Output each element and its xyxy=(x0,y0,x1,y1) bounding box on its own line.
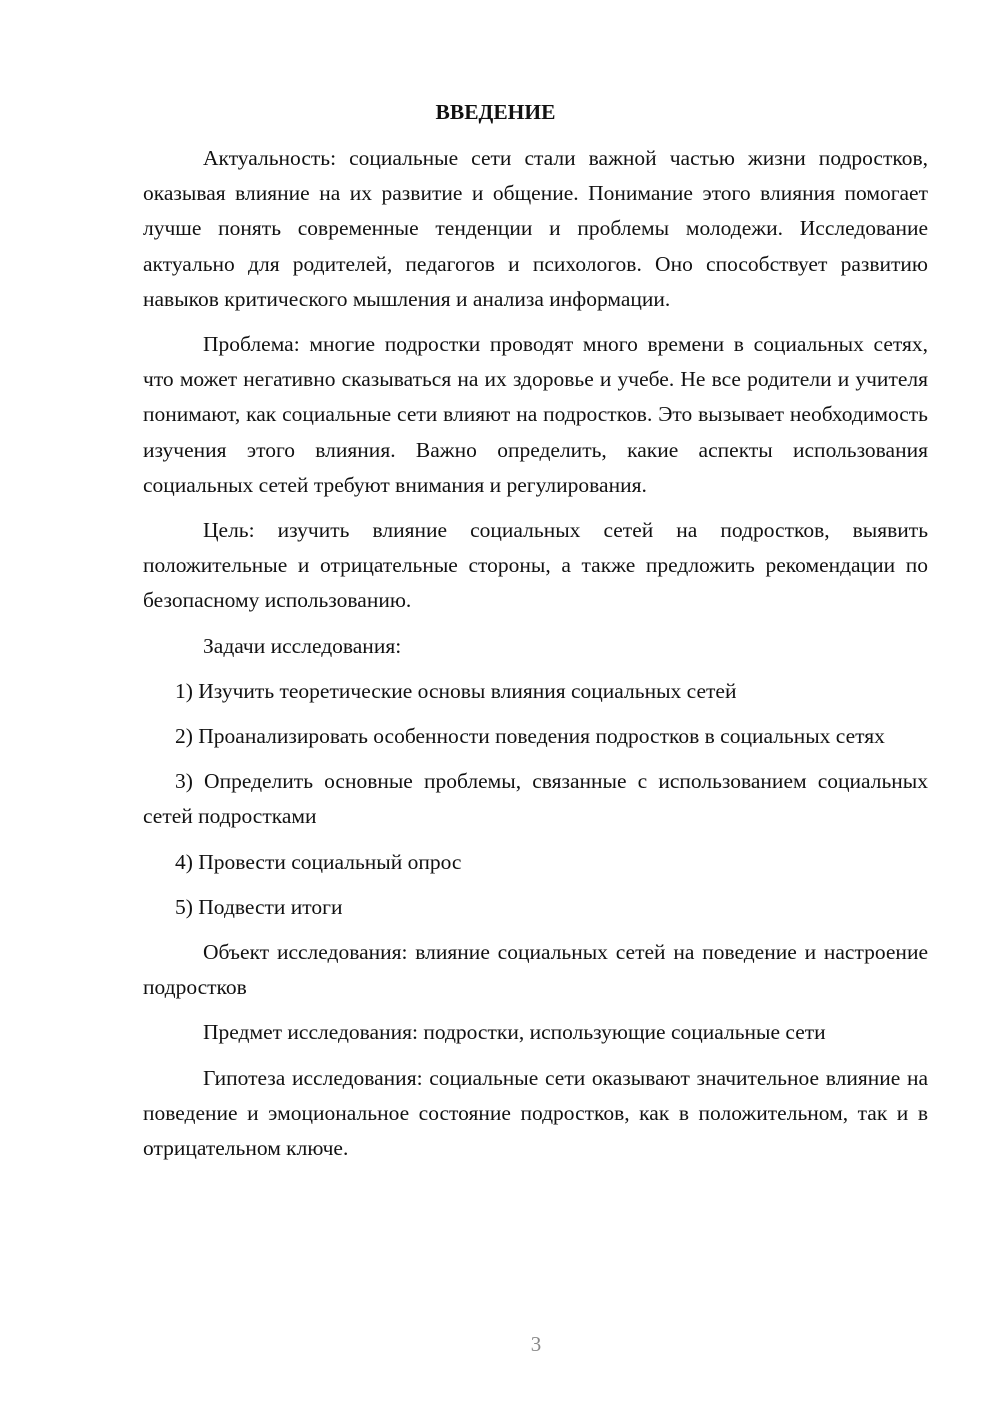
paragraph-problem: Проблема: многие подростки проводят много времени в социальных сетях, что может негативно сказываться на их здоровье и учебе. Не все родители и учителя понимают, как социальные сети влияют на подростков. Это вызывает необходимость изучения этого влияния. Важно определить, какие аспекты использования социальных сетей требуют внимания и регулирования. xyxy=(143,332,928,497)
task-item-5: 5) Подвести итоги xyxy=(175,894,343,919)
document-body xyxy=(143,93,928,1176)
section-heading: ВВЕДЕНИЕ xyxy=(435,100,556,124)
paragraph-hypothesis: Гипотеза исследования: социальные сети оказывают значительное влияние на поведение и эмоциональное состояние подростков, как в положительном, так и в отрицательном ключе. xyxy=(143,1065,928,1161)
task-item-4: 4) Провести социальный опрос xyxy=(175,849,462,874)
task-item-2: 2) Проанализировать особенности поведения подростков в социальных сетях xyxy=(175,724,885,749)
page-number: 3 xyxy=(530,1332,542,1356)
task-item-1: 1) Изучить теоретические основы влияния социальных сетей xyxy=(175,678,737,703)
paragraph-subject: Предмет исследования: подростки, использующие социальные сети xyxy=(203,1020,826,1045)
paragraph-relevance: Актуальность: социальные сети стали важной частью жизни подростков, оказывая влияние на их развитие и общение. Понимание этого влияния помогает лучше понять современные тенденции и проблемы молодежи. Исследование актуально для родителей, педагогов и психологов. Оно способствует развитию навыков критического мышления и анализа информации. xyxy=(143,146,928,311)
paragraph-tasks-title: Задачи исследования: xyxy=(203,633,402,658)
paragraph-object: Объект исследования: влияние социальных сетей на поведение и настроение подростков xyxy=(143,940,928,1000)
paragraph-goal: Цель: изучить влияние социальных сетей на подростков, выявить положительные и отрицательные стороны, а также предложить рекомендации по безопасному использованию. xyxy=(143,518,928,613)
task-item-3: 3) Определить основные проблемы, связанные с использованием социальных сетей подростками xyxy=(143,769,928,829)
